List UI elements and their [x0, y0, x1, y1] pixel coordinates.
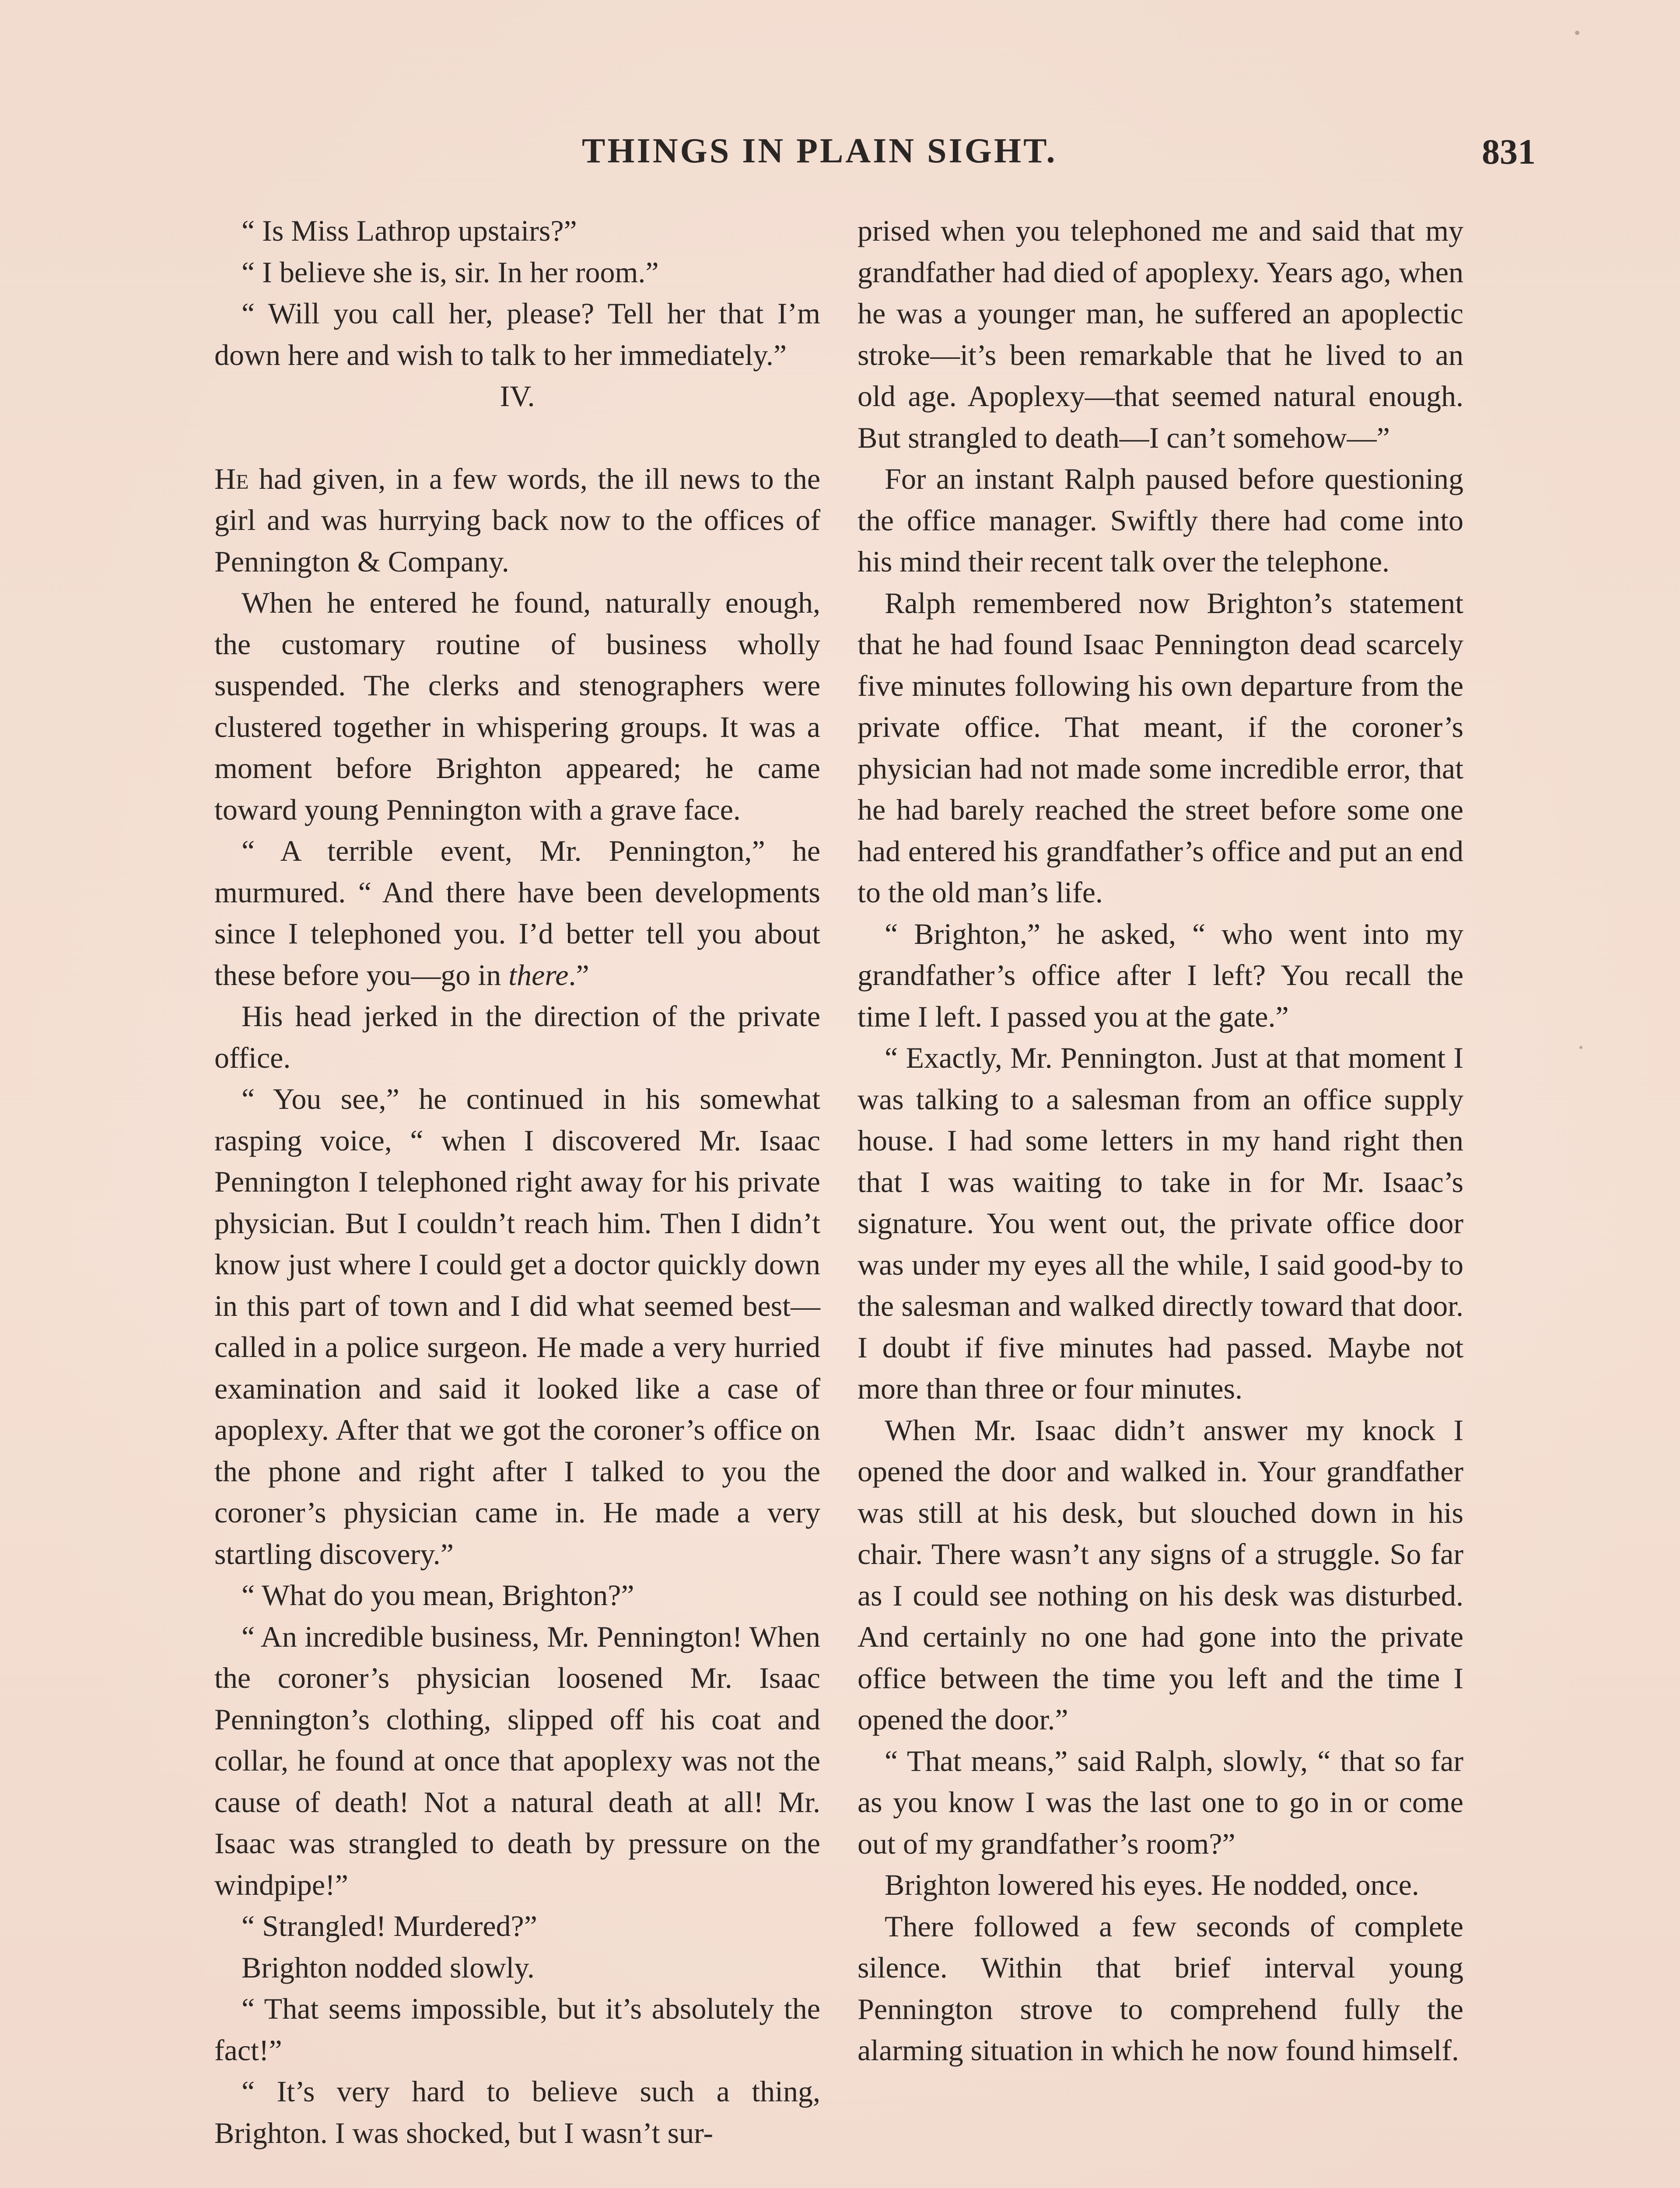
paragraph	[214, 458, 820, 582]
paragraph: “ What do you mean, Brighton?”	[242, 1578, 634, 1612]
paragraph: “ I believe she is, sir. In her room.”	[242, 255, 659, 289]
paragraph: “ Brighton,” he asked, “ who went into my grandfather’s office after I left? You recall the time I left. I passed you at the gate.”	[858, 917, 1463, 1033]
paragraph: For an instant Ralph paused before questioning the office manager. Swiftly there had come into his mind their recent talk over the telephone.	[858, 462, 1463, 578]
paragraph: “ That seems impossible, but it’s absolutely the fact!”	[214, 1992, 820, 2067]
paragraph: “ You see,” he continued in his somewhat rasping voice, “ when I discovered Mr. Isaac Pennington I telephoned right away for his private physician. But I couldn’t reach him. Then I didn’t know just where I could get a doctor quickly down in this part of town and I did what seemed best—called in a police surgeon. He made a very hurried examination and said it looked like a case of apoplexy. After that we got the coroner’s office on the phone and right after I talked to you the coroner’s physician came in. He made a very startling discovery.”	[214, 1082, 820, 1571]
lead-word: He	[214, 462, 249, 495]
page-header	[582, 131, 1536, 179]
paragraph-text: .”	[568, 958, 589, 992]
paragraph-text: had given, in a few words, the ill news to the girl and was hurrying back now to the offices of Pennington & Company.	[214, 462, 820, 578]
paragraph: “ Strangled! Murdered?”	[242, 1909, 537, 1943]
paper-speck	[1575, 31, 1579, 35]
section-heading: IV.	[500, 379, 535, 413]
paragraph: “ It’s very hard to believe such a thing, Brighton. I was shocked, but I wasn’t sur-	[214, 2075, 820, 2149]
paragraph: Ralph remembered now Brighton’s statement that he had found Isaac Pennington dead scarcely five minutes following his own departure from the private office. That meant, if the coroner’s physician had not made some incredible error, that he had barely reached the street before some one had entered his grandfather’s office and put an end to the old man’s life.	[858, 586, 1463, 909]
paragraph: “ Will you call her, please? Tell her that I’m down here and wish to talk to her immediately.”	[214, 297, 820, 372]
paragraph-continued: prised when you telephoned me and said that my grandfather had died of apoplexy. Years ago, when he was a younger man, he suffered an apoplectic stroke—it’s been remarkable that he lived to an old age. Apoplexy—that seemed natural enough. But strangled to death—I can’t somehow—”	[858, 214, 1463, 454]
left-column	[214, 210, 820, 2153]
paragraph: Brighton lowered his eyes. He nodded, once.	[885, 1868, 1419, 1901]
paragraph: “ That means,” said Ralph, slowly, “ that so far as you know I was the last one to go in or come out of my grandfather’s room?”	[858, 1744, 1463, 1860]
paragraph: “ An incredible business, Mr. Pennington! When the coroner’s physician loosened Mr. Isaac Pennington’s clothing, slipped off his coat and collar, he found at once that apoplexy was not the cause of death! Not a natural death at all! Mr. Isaac was strangled to death by pressure on the windpipe!”	[214, 1620, 820, 1901]
paper-speck	[1579, 1046, 1582, 1049]
paragraph: When Mr. Isaac didn’t answer my knock I opened the door and walked in. Your grandfather was still at his desk, but slouched down in his chair. There wasn’t any signs of a struggle. So far as I could see nothing on his desk was disturbed. And certainly no one had gone into the private office between the time you left and the time I opened the door.”	[858, 1413, 1463, 1736]
paragraph: There followed a few seconds of complete silence. Within that brief interval young Pennington strove to comprehend fully the alarming situation in which he now found himself.	[858, 1909, 1463, 2067]
paragraph: “ Is Miss Lathrop upstairs?”	[242, 214, 577, 247]
page-number: 831	[1482, 132, 1536, 172]
paragraph	[214, 830, 820, 996]
paragraph: When he entered he found, naturally enough, the customary routine of business wholly suspended. The clerks and stenographers were clustered together in whispering groups. It was a moment before Brighton appeared; he came toward young Pennington with a grave face.	[214, 586, 820, 826]
paragraph: His head jerked in the direction of the private office.	[214, 999, 820, 1074]
paragraph: “ Exactly, Mr. Pennington. Just at that moment I was talking to a salesman from an office supply house. I had some letters in my hand right then that I was waiting to take in for Mr. Isaac’s signature. You went out, the private office door was under my eyes all the while, I said good-by to the salesman and walked directly toward that door. I doubt if five minutes had passed. Maybe not more than three or four minutes.	[858, 1041, 1463, 1405]
paragraph-text: “ A terrible event, Mr. Pennington,” he murmured. “ And there have been developments since I telephoned you. I’d better tell you about these before you—go in	[214, 834, 820, 992]
paragraph: Brighton nodded slowly.	[242, 1950, 535, 1984]
running-title: THINGS IN PLAIN SIGHT.	[582, 132, 1057, 170]
emphasis: there	[508, 958, 569, 992]
right-column	[858, 210, 1463, 2071]
